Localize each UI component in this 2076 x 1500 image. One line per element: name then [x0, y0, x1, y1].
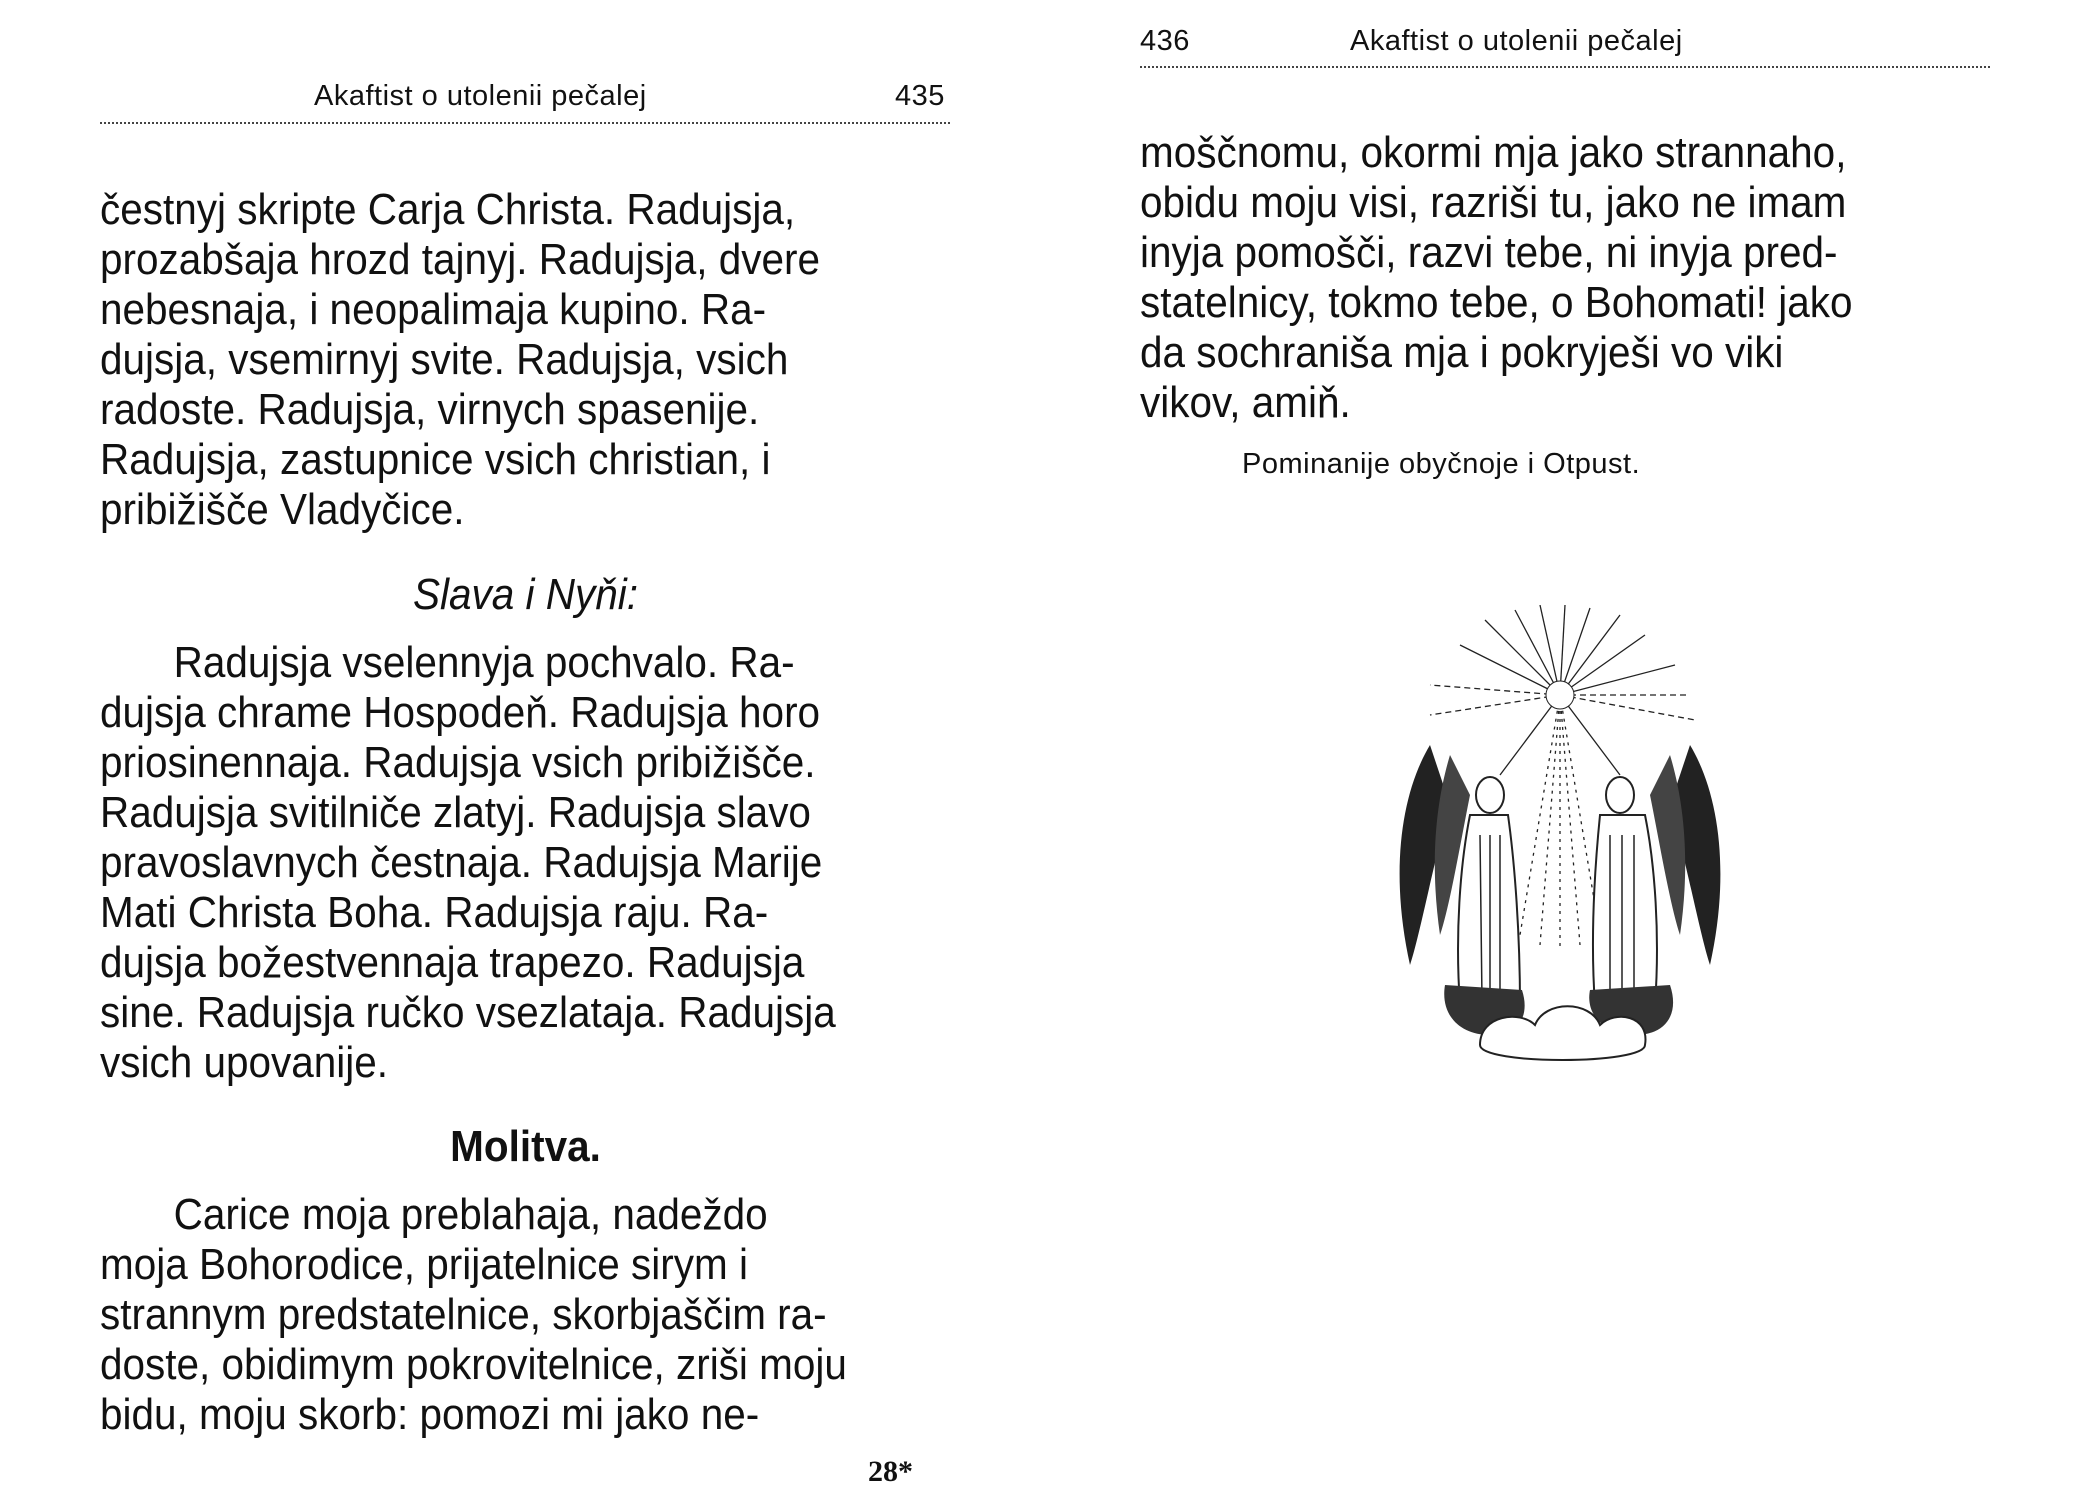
text-line: inyja pomošči, razvi tebe, ni inyja pred-	[1140, 228, 1838, 277]
right-header-rule	[1140, 66, 1990, 68]
slava-heading-text: Slava i Nyňi:	[413, 570, 638, 619]
right-angel	[1589, 745, 1720, 1035]
text-line: pribižišče Vladyčice.	[100, 485, 465, 534]
caption-text: Pominanije obyčnoje i Otpust.	[1242, 448, 1641, 480]
right-header-title: Akaftist o utolenii pečalej	[1350, 25, 1683, 57]
text-line: pravoslavnych čestnaja. Radujsja Marije	[100, 838, 823, 887]
text-line: strannym predstatelnice, skorbjaščim ra-	[100, 1290, 827, 1339]
text-line: dujsja, vsemirnyj svite. Radujsja, vsich	[100, 335, 789, 384]
text-line: da sochraniša mja i pokryješi vo viki	[1140, 328, 1784, 377]
text-line: dujsja chrame Hospodeň. Radujsja horo	[100, 688, 821, 737]
text-line: doste, obidimym pokrovitelnice, zriši moju	[100, 1340, 847, 1389]
text-line: Mati Christa Boha. Radujsja raju. Ra-	[100, 888, 769, 937]
left-paragraph-2	[100, 638, 1040, 1088]
text-line: nebesnaja, i neopalimaja kupino. Ra-	[100, 285, 767, 334]
left-paragraph-1	[100, 185, 1040, 535]
text-line: radoste. Radujsja, virnych spasenije.	[100, 385, 760, 434]
text-line: obidu moju visi, razriši tu, jako ne imam	[1140, 178, 1847, 227]
left-header-title: Akaftist o utolenii pečalej	[314, 80, 647, 112]
text-line: Radujsja svitilniče zlatyj. Radujsja slavo	[100, 788, 811, 837]
slava-heading	[100, 570, 951, 620]
text-line: moščnomu, okormi mja jako strannaho,	[1140, 128, 1847, 177]
right-paragraph	[1140, 128, 1996, 428]
left-header-rule	[100, 122, 950, 124]
left-angel	[1400, 745, 1525, 1035]
text-line: prozabšaja hrozd tajnyj. Radujsja, dvere	[100, 235, 821, 284]
text-line: čestnyj skripte Carja Christa. Radujsja,	[100, 185, 796, 234]
molitva-heading-text: Molitva.	[450, 1122, 601, 1171]
right-page	[1100, 0, 2076, 1500]
molitva-heading	[100, 1122, 951, 1172]
text-line: priosinennaja. Radujsja vsich pribižišče.	[100, 738, 816, 787]
text-line: moja Bohorodice, prijatelnice sirym i	[100, 1240, 748, 1289]
text-line: vikov, amiň.	[1140, 378, 1351, 427]
text-line: bidu, moju skorb: pomozi mi jako ne-	[100, 1390, 760, 1439]
light-source	[1546, 681, 1574, 709]
left-paragraph-3	[100, 1190, 1040, 1440]
text-line: statelnicy, tokmo tebe, o Bohomati! jako	[1140, 278, 1853, 327]
text-line: Carice moja preblahaja, nadeždo	[173, 1190, 768, 1239]
left-page	[0, 0, 1000, 1500]
signature-mark: 28*	[868, 1455, 913, 1488]
text-line: Radujsja vselennyja pochvalo. Ra-	[173, 638, 795, 687]
text-line: vsich upovanije.	[100, 1038, 389, 1087]
right-page-number: 436	[1140, 25, 1190, 57]
text-line: Radujsja, zastupnice vsich christian, i	[100, 435, 771, 484]
left-page-number: 435	[895, 80, 945, 112]
angels-illustration	[1390, 605, 1730, 1085]
text-line: sine. Radujsja ručko vsezlataja. Radujsja	[100, 988, 836, 1037]
text-line: dujsja božestvennaja trapezo. Radujsja	[100, 938, 805, 987]
